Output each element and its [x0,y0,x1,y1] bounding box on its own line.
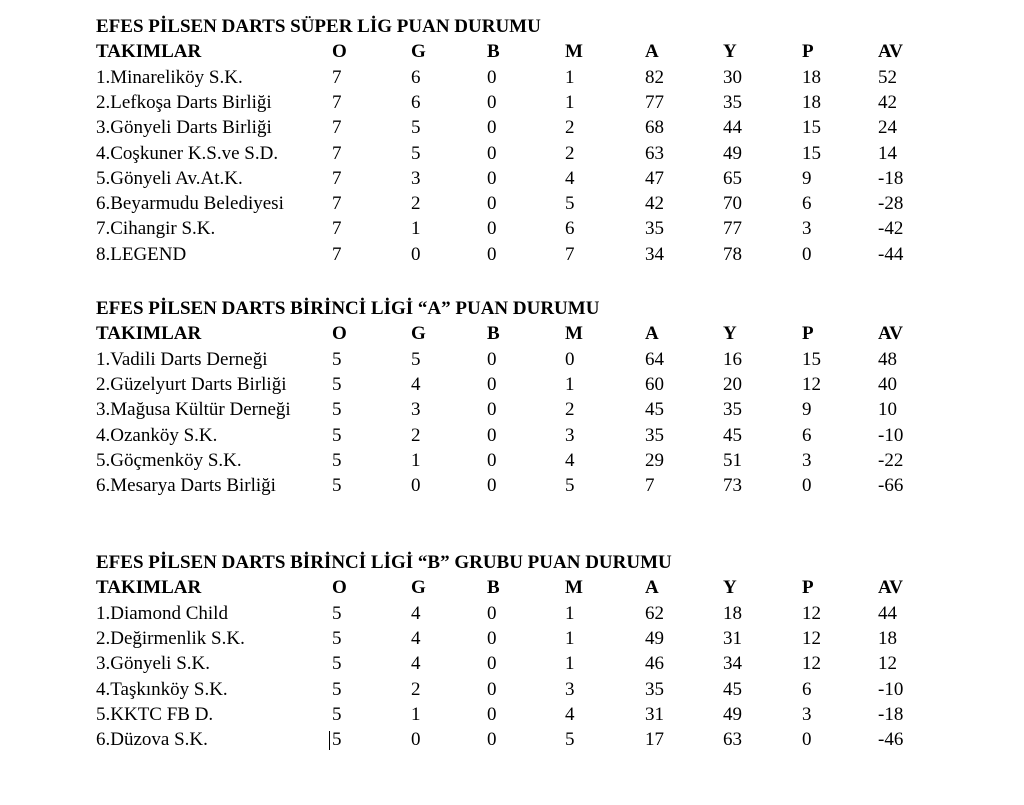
cell-points: 18 [802,66,821,88]
cell-team: 8.LEGEND [96,243,187,265]
cell-drawn: 0 [487,449,497,471]
cell-for: 42 [645,193,664,215]
cell-drawn: 0 [487,373,497,395]
column-header-against: Y [723,577,737,599]
cell-played: 5 [332,475,342,497]
cell-points: 0 [802,729,812,751]
cell-points: 9 [802,167,812,189]
cell-team: 5.Gönyeli Av.At.K. [96,167,243,189]
cell-for: 7 [645,475,655,497]
cell-average: 48 [878,348,897,370]
cell-played: 5 [332,449,342,471]
cell-for: 29 [645,449,664,471]
cell-average: -44 [878,243,904,265]
cell-average: 24 [878,117,897,139]
cell-average: 52 [878,66,897,88]
cell-against: 65 [723,167,742,189]
standings-table-3 [0,550,1024,752]
cell-drawn: 0 [487,193,497,215]
cell-lost: 1 [565,91,575,113]
cell-for: 62 [645,602,664,624]
cell-against: 78 [723,243,742,265]
cell-for: 49 [645,627,664,649]
cell-lost: 1 [565,627,575,649]
cell-drawn: 0 [487,348,497,370]
column-header-team: TAKIMLAR [96,323,202,345]
cell-against: 45 [723,424,742,446]
table-header-row [0,575,1024,600]
cell-average: -42 [878,218,904,240]
cell-lost: 2 [565,142,575,164]
cell-team: 2.Değirmenlik S.K. [96,627,245,649]
table-row [0,423,1024,448]
cell-team: 3.Gönyeli Darts Birliği [96,117,272,139]
cell-average: -66 [878,475,904,497]
cell-played: 5 [332,678,342,700]
section-title: EFES PİLSEN DARTS SÜPER LİG PUAN DURUMU [96,16,541,37]
column-header-points: P [802,41,814,63]
cell-points: 12 [802,653,821,675]
table-row [0,347,1024,372]
cell-average: -10 [878,424,904,446]
cell-lost: 1 [565,602,575,624]
cell-won: 2 [411,193,421,215]
column-header-for: A [645,323,659,345]
cell-points: 0 [802,243,812,265]
cell-against: 35 [723,91,742,113]
standings-table-2 [0,296,1024,498]
cell-won: 3 [411,399,421,421]
cell-won: 5 [411,142,421,164]
cell-against: 16 [723,348,742,370]
cell-against: 49 [723,703,742,725]
cell-team: 6.Beyarmudu Belediyesi [96,193,284,215]
cell-against: 73 [723,475,742,497]
cell-average: 44 [878,602,897,624]
column-header-average: AV [878,577,903,599]
cell-average: -18 [878,167,904,189]
cell-points: 12 [802,627,821,649]
cell-average: -10 [878,678,904,700]
table-row [0,166,1024,191]
table-row [0,702,1024,727]
section-title: EFES PİLSEN DARTS BİRİNCİ LİGİ “B” GRUBU PUAN DURUMU [96,552,672,573]
cell-won: 2 [411,424,421,446]
cell-won: 0 [411,475,421,497]
cell-lost: 6 [565,218,575,240]
cell-lost: 1 [565,653,575,675]
cell-drawn: 0 [487,678,497,700]
cell-team: 1.Vadili Darts Derneği [96,348,268,370]
cell-against: 18 [723,602,742,624]
cell-team: 3.Mağusa Kültür Derneği [96,399,291,421]
column-header-played: O [332,41,347,63]
cell-for: 68 [645,117,664,139]
cell-drawn: 0 [487,218,497,240]
cell-average: 14 [878,142,897,164]
cell-for: 31 [645,703,664,725]
cell-average: 40 [878,373,897,395]
cell-for: 34 [645,243,664,265]
cell-team: 3.Gönyeli S.K. [96,653,210,675]
cell-won: 3 [411,167,421,189]
cell-won: 1 [411,449,421,471]
cell-won: 4 [411,373,421,395]
cell-against: 45 [723,678,742,700]
cell-team: 4.Taşkınköy S.K. [96,678,228,700]
cell-played: 5 [332,703,342,725]
cell-won: 5 [411,117,421,139]
cell-lost: 4 [565,703,575,725]
cell-against: 30 [723,66,742,88]
cell-points: 0 [802,475,812,497]
cell-for: 45 [645,399,664,421]
cell-won: 6 [411,91,421,113]
cell-drawn: 0 [487,602,497,624]
cell-played: 7 [332,142,342,164]
cell-points: 6 [802,424,812,446]
column-header-drawn: B [487,41,500,63]
column-header-for: A [645,577,659,599]
cell-for: 60 [645,373,664,395]
cell-drawn: 0 [487,66,497,88]
cell-team: 5.KKTC FB D. [96,703,214,725]
cell-points: 3 [802,703,812,725]
table-row [0,65,1024,90]
cell-for: 46 [645,653,664,675]
cell-played: 7 [332,218,342,240]
table-row [0,448,1024,473]
column-header-won: G [411,41,426,63]
cell-points: 3 [802,449,812,471]
cell-won: 0 [411,243,421,265]
table-row [0,242,1024,267]
cell-against: 20 [723,373,742,395]
column-header-won: G [411,577,426,599]
table-row [0,191,1024,216]
text-cursor [329,731,330,750]
cell-points: 12 [802,373,821,395]
cell-points: 3 [802,218,812,240]
cell-for: 64 [645,348,664,370]
cell-lost: 3 [565,424,575,446]
cell-won: 4 [411,627,421,649]
cell-played: 5 [332,348,342,370]
cell-for: 17 [645,729,664,751]
cell-lost: 2 [565,399,575,421]
cell-won: 2 [411,678,421,700]
column-header-lost: M [565,41,583,63]
cell-against: 77 [723,218,742,240]
cell-points: 9 [802,399,812,421]
cell-lost: 5 [565,475,575,497]
cell-lost: 1 [565,373,575,395]
cell-points: 6 [802,678,812,700]
table-row [0,651,1024,676]
cell-lost: 0 [565,348,575,370]
cell-drawn: 0 [487,117,497,139]
cell-drawn: 0 [487,703,497,725]
cell-played: 7 [332,193,342,215]
cell-average: 12 [878,653,897,675]
cell-average: -22 [878,449,904,471]
table-row [0,216,1024,241]
cell-played: 5 [332,627,342,649]
cell-against: 31 [723,627,742,649]
column-header-lost: M [565,323,583,345]
cell-points: 15 [802,348,821,370]
cell-team: 4.Ozanköy S.K. [96,424,218,446]
column-header-against: Y [723,323,737,345]
cell-against: 63 [723,729,742,751]
cell-played: 5 [332,729,342,751]
cell-for: 82 [645,66,664,88]
cell-lost: 3 [565,678,575,700]
cell-drawn: 0 [487,729,497,751]
cell-drawn: 0 [487,167,497,189]
cell-for: 35 [645,218,664,240]
cell-lost: 5 [565,729,575,751]
standings-table-1 [0,14,1024,267]
cell-won: 6 [411,66,421,88]
cell-for: 47 [645,167,664,189]
column-header-lost: M [565,577,583,599]
table-row [0,372,1024,397]
cell-played: 5 [332,424,342,446]
cell-lost: 5 [565,193,575,215]
table-row [0,626,1024,651]
cell-average: 42 [878,91,897,113]
column-header-drawn: B [487,323,500,345]
cell-average: -28 [878,193,904,215]
cell-played: 7 [332,66,342,88]
cell-against: 70 [723,193,742,215]
column-header-played: O [332,323,347,345]
column-header-team: TAKIMLAR [96,577,202,599]
cell-lost: 7 [565,243,575,265]
column-header-drawn: B [487,577,500,599]
cell-team: 1.Minareliköy S.K. [96,66,243,88]
cell-lost: 4 [565,449,575,471]
column-header-points: P [802,577,814,599]
cell-lost: 1 [565,66,575,88]
cell-drawn: 0 [487,627,497,649]
cell-average: -18 [878,703,904,725]
cell-points: 6 [802,193,812,215]
cell-won: 1 [411,218,421,240]
column-header-played: O [332,577,347,599]
cell-played: 5 [332,653,342,675]
table-row [0,115,1024,140]
cell-average: 10 [878,399,897,421]
cell-drawn: 0 [487,91,497,113]
cell-played: 7 [332,243,342,265]
cell-drawn: 0 [487,142,497,164]
cell-team: 7.Cihangir S.K. [96,218,216,240]
table-row [0,90,1024,115]
cell-against: 44 [723,117,742,139]
cell-team: 1.Diamond Child [96,602,228,624]
table-row [0,141,1024,166]
cell-team: 6.Düzova S.K. [96,729,208,751]
cell-drawn: 0 [487,475,497,497]
cell-against: 35 [723,399,742,421]
table-row [0,397,1024,422]
cell-played: 5 [332,399,342,421]
cell-drawn: 0 [487,243,497,265]
cell-team: 5.Göçmenköy S.K. [96,449,242,471]
cell-team: 2.Lefkoşa Darts Birliği [96,91,272,113]
cell-for: 35 [645,424,664,446]
cell-team: 6.Mesarya Darts Birliği [96,475,276,497]
cell-played: 7 [332,167,342,189]
cell-for: 63 [645,142,664,164]
table-row [0,601,1024,626]
cell-drawn: 0 [487,399,497,421]
column-header-average: AV [878,323,903,345]
cell-team: 4.Coşkuner K.S.ve S.D. [96,142,279,164]
cell-against: 34 [723,653,742,675]
table-row [0,727,1024,752]
cell-points: 15 [802,142,821,164]
cell-played: 5 [332,602,342,624]
cell-played: 7 [332,117,342,139]
cell-lost: 2 [565,117,575,139]
column-header-won: G [411,323,426,345]
cell-played: 7 [332,91,342,113]
cell-points: 15 [802,117,821,139]
table-header-row [0,321,1024,346]
column-header-average: AV [878,41,903,63]
cell-won: 1 [411,703,421,725]
column-header-points: P [802,323,814,345]
table-row [0,473,1024,498]
column-header-for: A [645,41,659,63]
column-header-against: Y [723,41,737,63]
table-header-row [0,39,1024,64]
cell-drawn: 0 [487,653,497,675]
cell-average: -46 [878,729,904,751]
cell-against: 49 [723,142,742,164]
cell-points: 18 [802,91,821,113]
cell-won: 4 [411,602,421,624]
table-row [0,677,1024,702]
cell-team: 2.Güzelyurt Darts Birliği [96,373,287,395]
cell-drawn: 0 [487,424,497,446]
cell-against: 51 [723,449,742,471]
cell-for: 77 [645,91,664,113]
cell-points: 12 [802,602,821,624]
cell-won: 0 [411,729,421,751]
cell-lost: 4 [565,167,575,189]
column-header-team: TAKIMLAR [96,41,202,63]
cell-average: 18 [878,627,897,649]
cell-won: 5 [411,348,421,370]
cell-for: 35 [645,678,664,700]
cell-played: 5 [332,373,342,395]
cell-won: 4 [411,653,421,675]
section-title: EFES PİLSEN DARTS BİRİNCİ LİGİ “A” PUAN DURUMU [96,298,600,319]
